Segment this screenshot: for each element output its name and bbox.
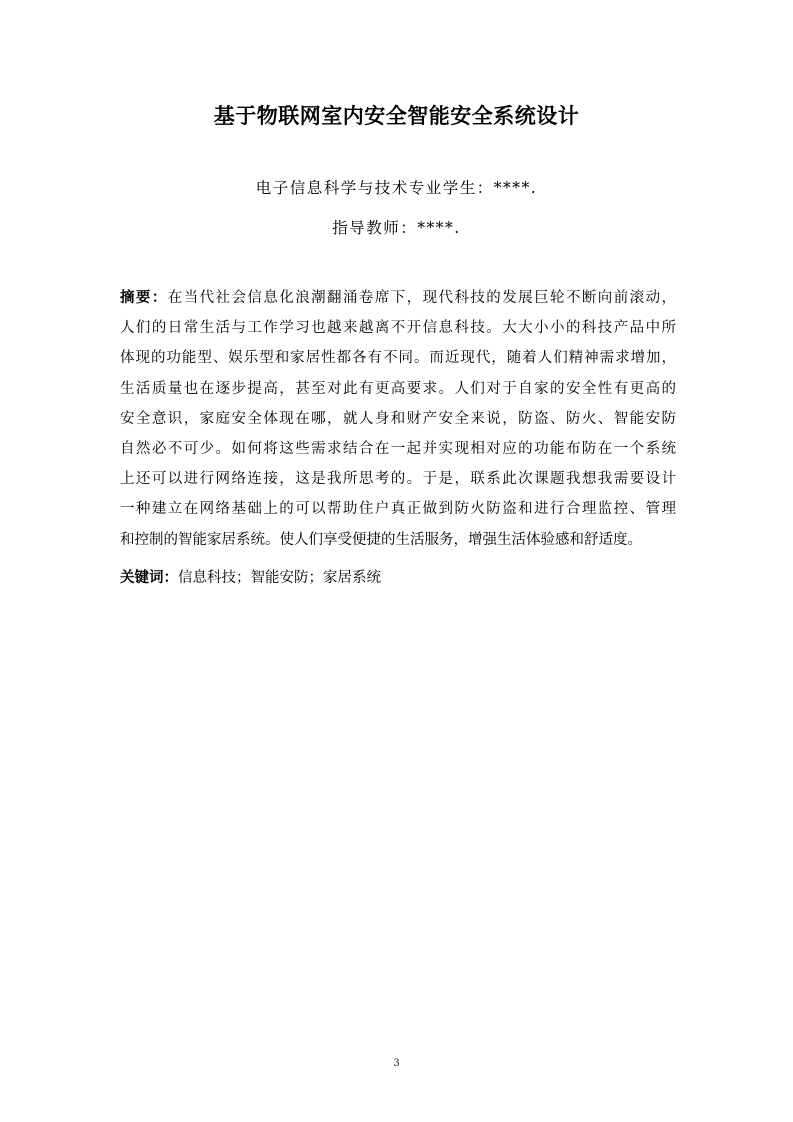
abstract-line: 和控制的智能家居系统。使人们享受便捷的生活服务，增强生活体验感和舒适度。 [120,531,642,548]
abstract-line: 上还可以进行网络连接，这是我所思考的。于是，联系此次课题我想我需要设计 [120,471,676,488]
abstract-label: 摘要： [120,290,168,306]
keywords-label: 关键词： [120,570,178,586]
abstract-line: 生活质量也在逐步提高，甚至对此有更高要求。人们对于自家的安全性有更高的 [120,380,676,397]
page-number: 3 [393,1058,400,1069]
abstract-line: 一种建立在网络基础上的可以帮助住户真正做到防火防盗和进行合理监控、管理 [120,501,676,518]
advisor-line: 指导教师：****. [332,219,461,237]
abstract-line: 体现的功能型、娱乐型和家居性都各有不同。而近现代，随着人们精神需求增加， [120,350,676,367]
abstract-paragraph [120,283,676,555]
author-line: 电子信息科学与技术专业学生：****. [255,179,538,197]
abstract-line: 安全意识，家庭安全体现在哪，就人身和财产安全来说，防盗、防火、智能安防 [120,410,676,427]
abstract-line [120,283,676,313]
document-title: 基于物联网室内安全智能安全系统设计 [213,104,580,128]
keywords-text: 信息科技；智能安防；家居系统 [178,570,381,586]
abstract-line: 自然必不可少。如何将这些需求结合在一起并实现相对应的功能布防在一个系统 [120,440,676,457]
abstract-line: 人们的日常生活与工作学习也越来越离不开信息科技。大大小小的科技产品中所 [120,320,676,337]
abstract-line-text: 在当代社会信息化浪潮翻涌卷席下，现代科技的发展巨轮不断向前滚动， [167,290,676,306]
keywords-line [120,566,676,590]
